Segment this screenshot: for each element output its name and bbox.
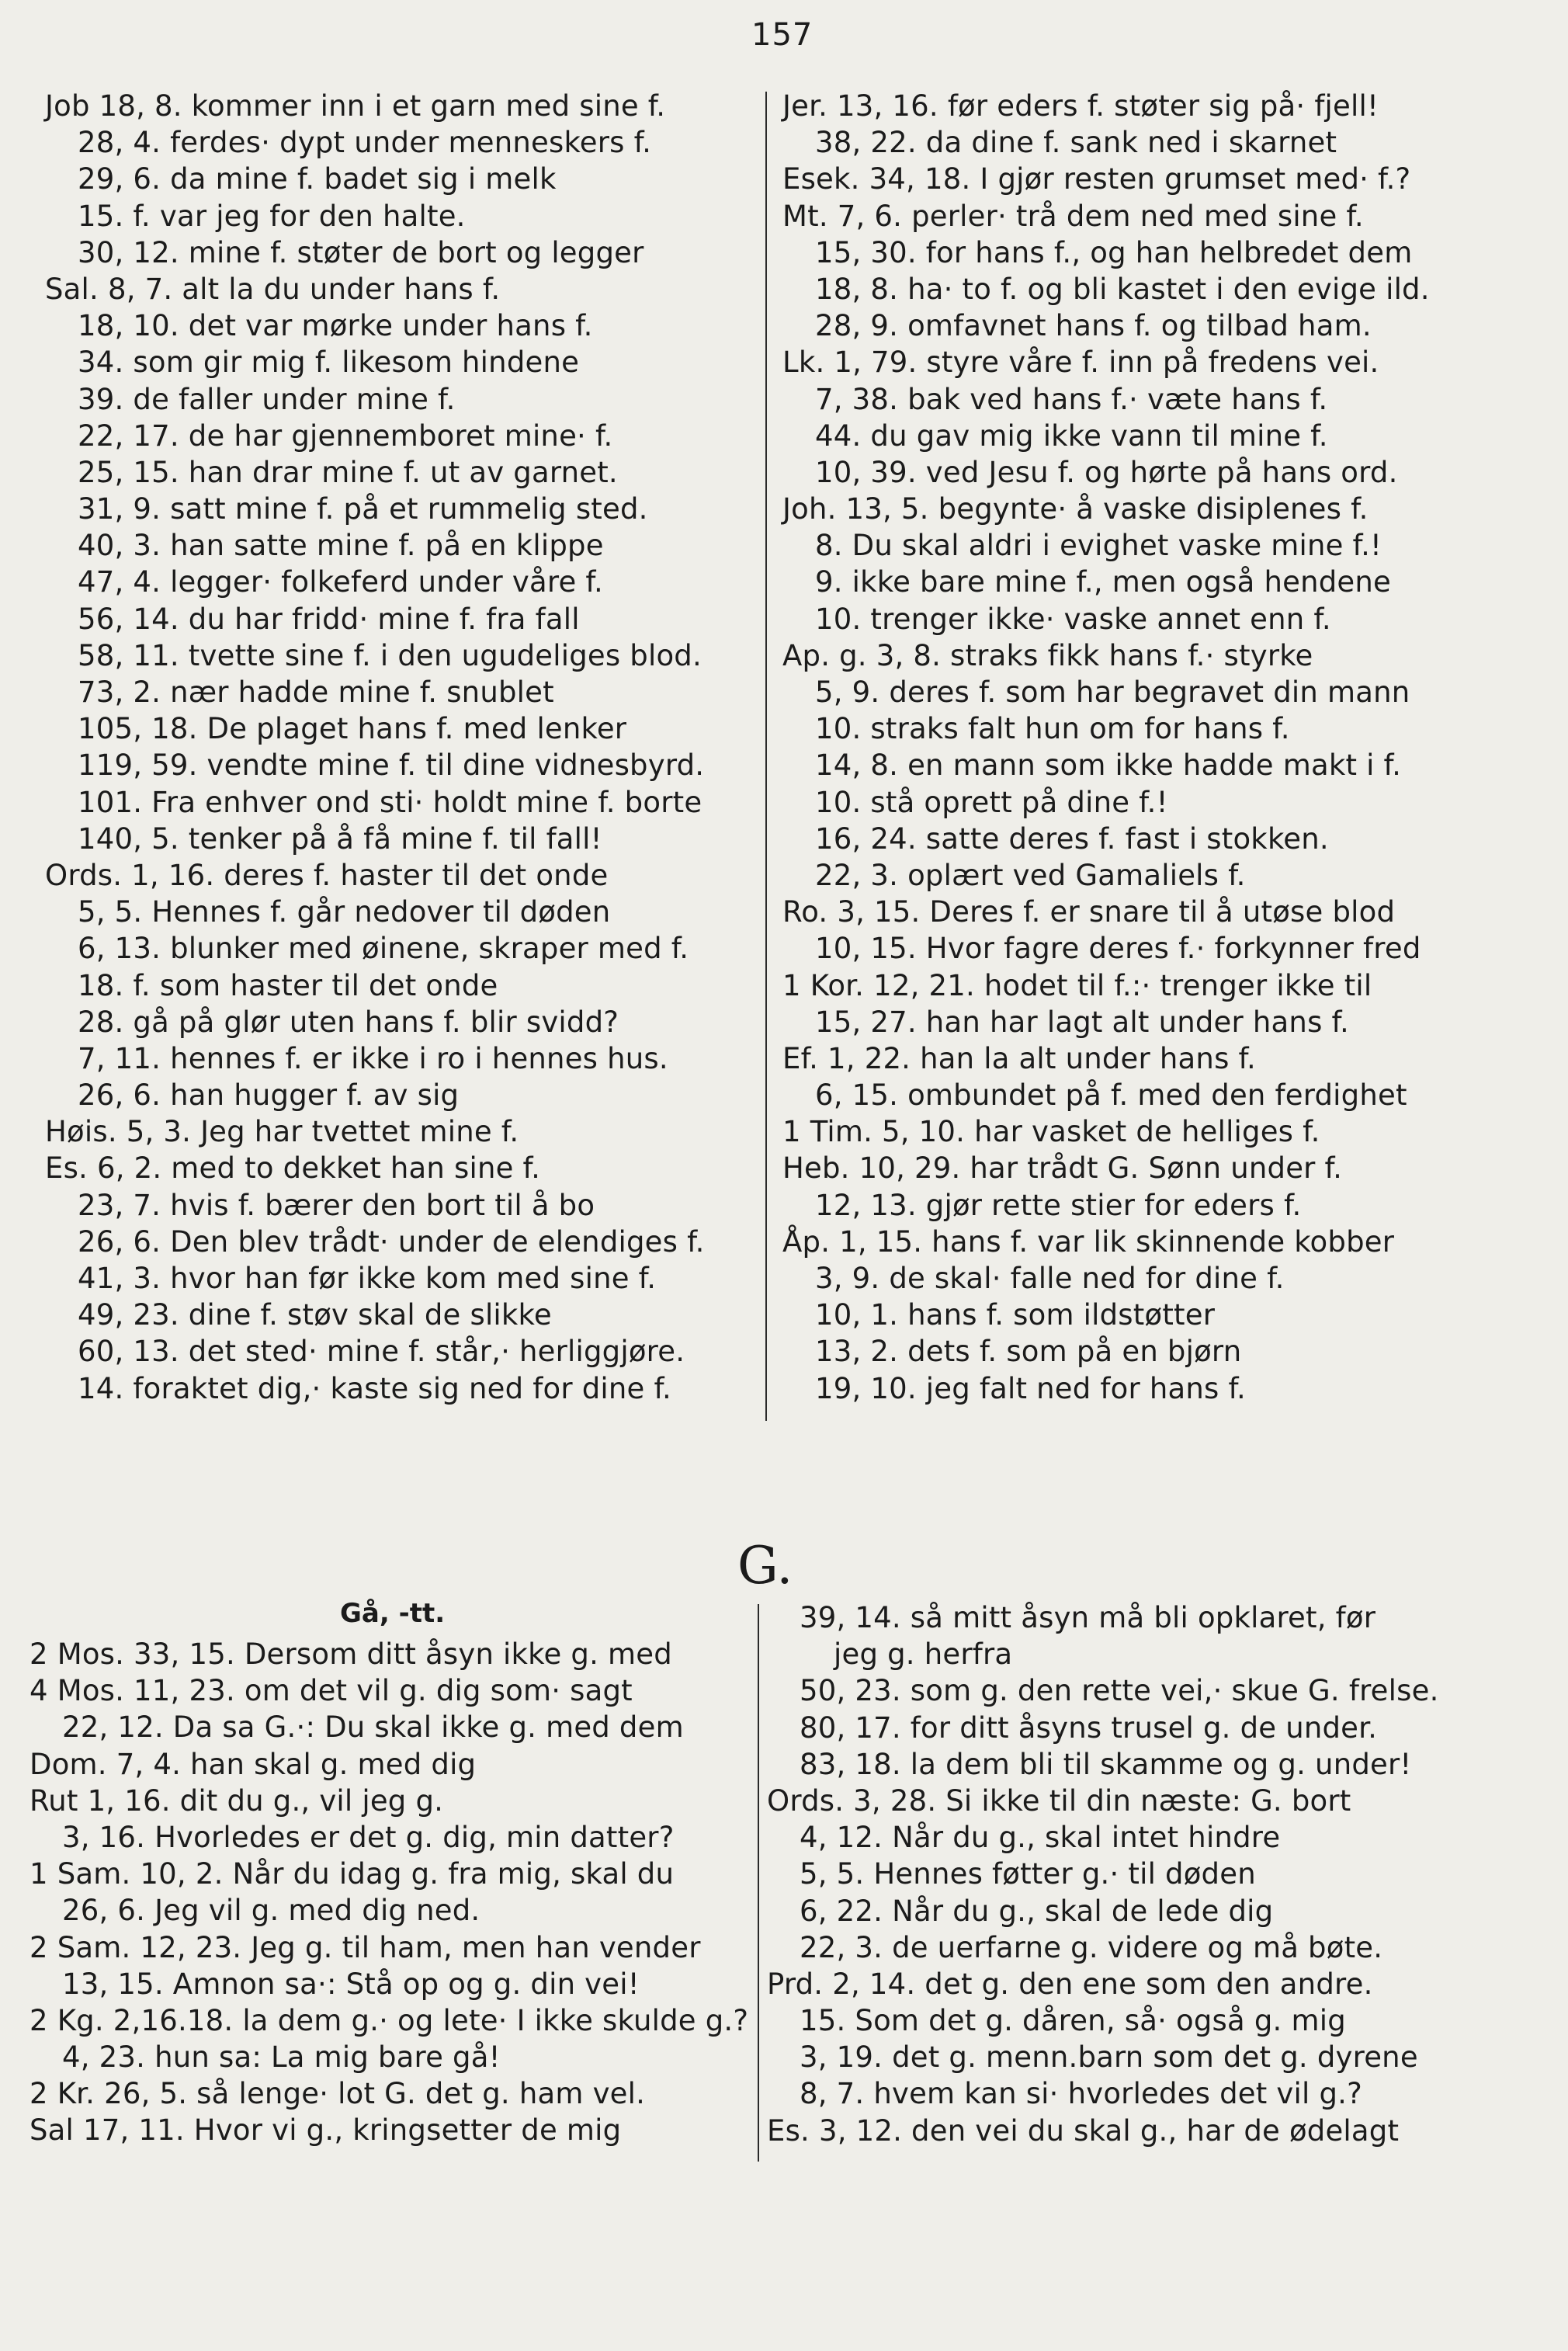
concordance-line: Rut 1, 16. dit du g., vil jeg g. bbox=[29, 1783, 444, 1818]
concordance-line: 1 Tim. 5, 10. har vasket de helliges f. bbox=[782, 1115, 1320, 1149]
concordance-line: 3, 9. de skal· falle ned for dine f. bbox=[815, 1262, 1285, 1295]
concordance-line: 4, 23. hun sa: La mig bare gå! bbox=[62, 2040, 501, 2075]
concordance-line: 83, 18. la dem bli til skamme og g. under! bbox=[800, 1747, 1412, 1781]
concordance-line: 12, 13. gjør rette stier for eders f. bbox=[815, 1188, 1302, 1222]
concordance-line: 40, 3. han satte mine f. på en klippe bbox=[78, 529, 604, 563]
concordance-line: Esek. 34, 18. I gjør resten grumset med· f.? bbox=[782, 162, 1411, 196]
concordance-line: 4, 12. Når du g., skal intet hindre bbox=[800, 1821, 1281, 1855]
concordance-line: 29, 6. da mine f. badet sig i melk bbox=[78, 162, 557, 196]
concordance-line: 38, 22. da dine f. sank ned i skarnet bbox=[815, 126, 1337, 160]
concordance-line: 58, 11. tvette sine f. i den ugudeliges blod. bbox=[78, 638, 702, 672]
concordance-line: 56, 14. du har fridd· mine f. fra fall bbox=[78, 602, 580, 636]
concordance-line: 28, 4. ferdes· dypt under menneskers f. bbox=[78, 126, 652, 160]
concordance-line: 31, 9. satt mine f. på et rummelig sted. bbox=[78, 492, 648, 526]
concordance-line: 6, 15. ombundet på f. med den ferdighet bbox=[815, 1078, 1407, 1113]
concordance-line: Ords. 3, 28. Si ikke til din næste: G. bort bbox=[767, 1783, 1351, 1818]
concordance-line: 2 Sam. 12, 23. Jeg g. til ham, men han vender bbox=[29, 1930, 701, 1964]
concordance-line: 80, 17. for ditt åsyns trusel g. de under. bbox=[800, 1710, 1378, 1745]
concordance-line: 8. Du skal aldri i evighet vaske mine f.! bbox=[815, 529, 1382, 563]
concordance-line: 13, 2. dets f. som på en bjørn bbox=[815, 1335, 1242, 1369]
concordance-line: 22, 3. oplært ved Gamaliels f. bbox=[815, 858, 1246, 892]
top-right-column bbox=[782, 88, 1543, 1407]
concordance-line: 3, 19. det g. menn.barn som det g. dyrene bbox=[800, 2040, 1418, 2075]
top-left-column bbox=[45, 88, 753, 1407]
concordance-line: 2 Kg. 2,16.18. la dem g.· og lete· I ikke skulde g.? bbox=[29, 2003, 749, 2037]
concordance-line: 28, 9. omfavnet hans f. og tilbad ham. bbox=[815, 309, 1372, 343]
concordance-line: 1 Kor. 12, 21. hodet til f.:· trenger ikke til bbox=[782, 968, 1372, 1002]
concordance-line: Ap. g. 3, 8. straks fikk hans f.· styrke bbox=[782, 638, 1313, 672]
concordance-line: 14. foraktet dig,· kaste sig ned for dine f. bbox=[78, 1371, 671, 1405]
concordance-line: Høis. 5, 3. Jeg har tvettet mine f. bbox=[45, 1115, 519, 1149]
concordance-line: 10. stå oprett på dine f.! bbox=[815, 785, 1168, 819]
concordance-line: Prd. 2, 14. det g. den ene som den andre. bbox=[767, 1967, 1373, 2001]
concordance-line: 1 Sam. 10, 2. Når du idag g. fra mig, skal du bbox=[29, 1857, 675, 1891]
concordance-line: Jer. 13, 16. før eders f. støter sig på· fjell! bbox=[782, 89, 1379, 123]
concordance-line: Es. 3, 12. den vei du skal g., har de ødelagt bbox=[767, 2113, 1400, 2148]
concordance-line: 30, 12. mine f. støter de bort og legger bbox=[78, 235, 644, 269]
concordance-line: 10, 1. hans f. som ildstøtter bbox=[815, 1298, 1216, 1332]
concordance-line: 18. f. som haster til det onde bbox=[78, 968, 498, 1002]
concordance-line: 10, 39. ved Jesu f. og hørte på hans ord. bbox=[815, 455, 1398, 489]
concordance-line: 105, 18. De plaget hans f. med lenker bbox=[78, 712, 627, 746]
concordance-line: 26, 6. Jeg vil g. med dig ned. bbox=[62, 1894, 480, 1928]
concordance-line: Es. 6, 2. med to dekket han sine f. bbox=[45, 1151, 541, 1186]
concordance-line: 140, 5. tenker på å få mine f. til fall! bbox=[78, 821, 602, 856]
concordance-line: 10. straks falt hun om for hans f. bbox=[815, 712, 1290, 746]
concordance-line: 22, 3. de uerfarne g. videre og må bøte. bbox=[800, 1930, 1383, 1964]
concordance-line: 2 Mos. 33, 15. Dersom ditt åsyn ikke g. med bbox=[29, 1637, 672, 1671]
concordance-line: 23, 7. hvis f. bærer den bort til å bo bbox=[78, 1188, 595, 1222]
bottom-right-column bbox=[767, 1599, 1543, 2149]
concordance-line: Åp. 1, 15. hans f. var lik skinnende kobber bbox=[782, 1224, 1395, 1259]
headword: Gå, -tt. bbox=[340, 1598, 446, 1629]
concordance-line: jeg g. herfra bbox=[834, 1637, 1013, 1672]
concordance-line: Ef. 1, 22. han la alt under hans f. bbox=[782, 1041, 1257, 1075]
concordance-line: 26, 6. Den blev trådt· under de elendiges f. bbox=[78, 1224, 705, 1259]
concordance-line: 15, 30. for hans f., og han helbredet dem bbox=[815, 235, 1413, 269]
concordance-line: 13, 15. Amnon sa·: Stå op og g. din vei! bbox=[62, 1967, 640, 2001]
concordance-line: Sal 17, 11. Hvor vi g., kringsetter de mig bbox=[29, 2113, 622, 2148]
concordance-line: 18, 10. det var mørke under hans f. bbox=[78, 309, 593, 343]
concordance-line: 6, 22. Når du g., skal de lede dig bbox=[800, 1894, 1274, 1928]
concordance-line: 41, 3. hvor han før ikke kom med sine f. bbox=[78, 1262, 657, 1295]
concordance-line: 73, 2. nær hadde mine f. snublet bbox=[78, 675, 554, 709]
concordance-line: 16, 24. satte deres f. fast i stokken. bbox=[815, 821, 1329, 856]
concordance-line: 10, 15. Hvor fagre deres f.· forkynner fred bbox=[815, 932, 1421, 966]
concordance-line: 19, 10. jeg falt ned for hans f. bbox=[815, 1371, 1246, 1405]
concordance-line: Joh. 13, 5. begynte· å vaske disiplenes f. bbox=[782, 492, 1369, 526]
concordance-line: Sal. 8, 7. alt la du under hans f. bbox=[45, 272, 501, 306]
concordance-line: Ords. 1, 16. deres f. haster til det onde bbox=[45, 858, 609, 892]
concordance-line: 3, 16. Hvorledes er det g. dig, min datter? bbox=[62, 1820, 675, 1854]
concordance-line: 8, 7. hvem kan si· hvorledes det vil g.? bbox=[800, 2077, 1362, 2111]
concordance-line: 34. som gir mig f. likesom hindene bbox=[78, 346, 580, 380]
concordance-line: 119, 59. vendte mine f. til dine vidnesbyrd. bbox=[78, 748, 705, 783]
concordance-line: 14, 8. en mann som ikke hadde makt i f. bbox=[815, 748, 1402, 783]
concordance-line: 22, 12. Da sa G.·: Du skal ikke g. med dem bbox=[62, 1710, 684, 1745]
concordance-line: 25, 15. han drar mine f. ut av garnet. bbox=[78, 455, 618, 489]
concordance-line: Job 18, 8. kommer inn i et garn med sine f. bbox=[45, 89, 666, 123]
concordance-line: Lk. 1, 79. styre våre f. inn på fredens vei. bbox=[782, 346, 1379, 380]
concordance-line: 28. gå på glør uten hans f. blir svidd? bbox=[78, 1005, 619, 1039]
concordance-line: 101. Fra enhver ond sti· holdt mine f. borte bbox=[78, 785, 702, 819]
concordance-line: 15. Som det g. dåren, så· også g. mig bbox=[800, 2004, 1346, 2038]
concordance-line: 15, 27. han har lagt alt under hans f. bbox=[815, 1005, 1349, 1039]
concordance-line: 7, 38. bak ved hans f.· væte hans f. bbox=[815, 382, 1328, 416]
concordance-line: 6, 13. blunker med øinene, skraper med f. bbox=[78, 932, 689, 966]
column-divider-bottom bbox=[758, 1604, 759, 2162]
concordance-line: 26, 6. han hugger f. av sig bbox=[78, 1078, 460, 1113]
concordance-line: 10. trenger ikke· vaske annet enn f. bbox=[815, 602, 1331, 636]
concordance-line: Heb. 10, 29. har trådt G. Sønn under f. bbox=[782, 1151, 1343, 1186]
bottom-left-column bbox=[29, 1636, 753, 2149]
concordance-line: 4 Mos. 11, 23. om det vil g. dig som· sagt bbox=[29, 1674, 633, 1708]
concordance-line: 5, 5. Hennes føtter g.· til døden bbox=[800, 1857, 1256, 1891]
concordance-line: 9. ikke bare mine f., men også hendene bbox=[815, 565, 1391, 599]
concordance-line: 49, 23. dine f. støv skal de slikke bbox=[78, 1298, 552, 1332]
concordance-line: 2 Kr. 26, 5. så lenge· lot G. det g. ham vel. bbox=[29, 2077, 646, 2111]
concordance-line: 39. de faller under mine f. bbox=[78, 382, 456, 416]
concordance-line: 15. f. var jeg for den halte. bbox=[78, 199, 466, 233]
page-number: 157 bbox=[751, 17, 813, 53]
concordance-line: 39, 14. så mitt åsyn må bli opklaret, før bbox=[800, 1601, 1376, 1634]
concordance-line: 47, 4. legger· folkeferd under våre f. bbox=[78, 565, 603, 599]
concordance-line: 5, 5. Hennes f. går nedover til døden bbox=[78, 895, 611, 929]
concordance-line: 50, 23. som g. den rette vei,· skue G. frelse. bbox=[800, 1674, 1439, 1708]
section-letter: G. bbox=[737, 1536, 793, 1596]
column-divider-top bbox=[765, 92, 767, 1421]
concordance-line: 44. du gav mig ikke vann til mine f. bbox=[815, 418, 1328, 453]
concordance-line: 5, 9. deres f. som har begravet din mann bbox=[815, 675, 1410, 709]
concordance-line: Dom. 7, 4. han skal g. med dig bbox=[29, 1747, 477, 1781]
concordance-line: 22, 17. de har gjennemboret mine· f. bbox=[78, 418, 613, 453]
concordance-line: Ro. 3, 15. Deres f. er snare til å utøse blod bbox=[782, 895, 1396, 929]
concordance-line: 7, 11. hennes f. er ikke i ro i hennes hus. bbox=[78, 1041, 668, 1075]
concordance-line: 60, 13. det sted· mine f. står,· herliggjøre. bbox=[78, 1335, 685, 1369]
concordance-line: 18, 8. ha· to f. og bli kastet i den evige ild. bbox=[815, 272, 1430, 306]
concordance-line: Mt. 7, 6. perler· trå dem ned med sine f. bbox=[782, 199, 1364, 233]
